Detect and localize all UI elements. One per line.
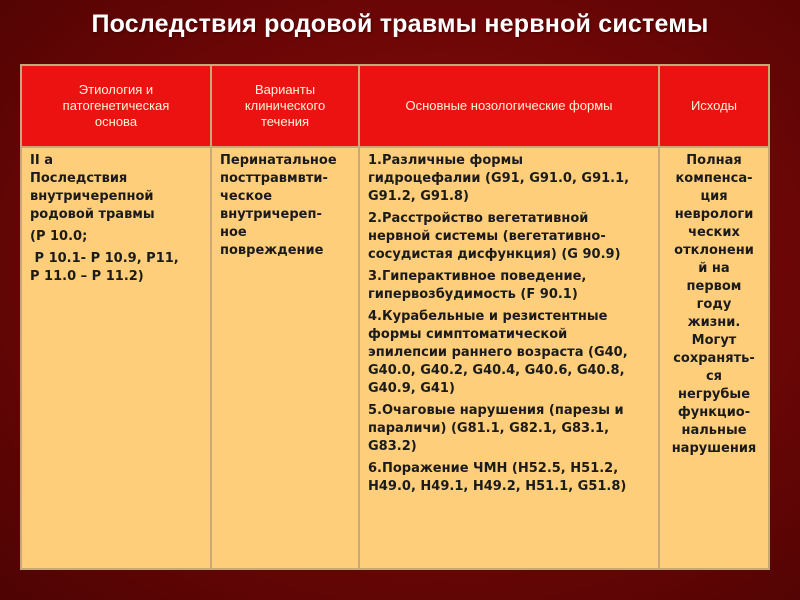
header-outcomes <box>659 65 769 147</box>
cell-line: II а <box>30 153 53 168</box>
header-line: Варианты <box>254 82 316 97</box>
cell-clinical-variant <box>211 147 359 569</box>
header-line: Основные нозологические формы <box>405 98 613 113</box>
cell-nosological-forms <box>359 147 659 569</box>
cell-line: 3.Гиперактивное поведение, <box>368 269 587 284</box>
cell-line: 4.Курабельные и резистентные <box>368 309 608 324</box>
cell-line: неврологи <box>674 207 754 222</box>
cell-line: гидроцефалии (G91, G91.0, G91.1, <box>368 171 630 186</box>
header-line: течения <box>260 114 310 129</box>
cell-line: Р 11.0 – Р 11.2) <box>30 269 144 284</box>
cell-line: внутричерепной <box>30 189 154 204</box>
cell-line: внутричереп- <box>220 207 322 222</box>
cell-line: первом <box>686 279 742 294</box>
cell-line: G40.0, G40.2, G40.4, G40.6, G40.8, <box>368 363 625 378</box>
cell-line: Перинатальное <box>220 153 337 168</box>
cell-line: компенса- <box>675 171 753 186</box>
header-line: основа <box>94 114 138 129</box>
cell-line: функцио- <box>677 405 751 420</box>
cell-line: й на <box>698 261 730 276</box>
table-header-row <box>21 65 769 147</box>
cell-line: нервной системы (вегетативно- <box>368 229 606 244</box>
cell-line: 1.Различные формы <box>368 153 523 168</box>
slide-title: Последствия родовой травмы нервной системы <box>91 10 709 38</box>
cell-line: ное <box>220 225 247 240</box>
cell-line: году <box>696 297 732 312</box>
cell-line: Полная <box>686 153 742 168</box>
header-line: патогенетическая <box>62 98 170 113</box>
cell-line: Н49.0, Н49.1, Н49.2, Н51.1, G51.8) <box>368 479 627 494</box>
cell-line: нарушения <box>671 441 757 456</box>
cell-line: G91.2, G91.8) <box>368 189 469 204</box>
cell-line: сосудистая дисфункция) (G 90.9) <box>368 247 621 262</box>
cell-line: жизни. <box>687 315 741 330</box>
cell-etiology <box>21 147 211 569</box>
cell-line: G83.2) <box>368 439 417 454</box>
cell-line: 5.Очаговые нарушения (парезы и <box>368 403 624 418</box>
cell-line: ческое <box>220 189 273 204</box>
data-table <box>20 64 770 570</box>
cell-line: (Р 10.0; <box>30 229 88 244</box>
cell-line: G40.9, G41) <box>368 381 455 396</box>
cell-line: формы симптоматической <box>368 327 568 342</box>
cell-line: повреждение <box>220 243 324 258</box>
header-line: клинического <box>244 98 326 113</box>
cell-line: эпилепсии раннего возраста (G40, <box>368 345 628 360</box>
cell-line: ся <box>705 369 723 384</box>
cell-line: сохранять- <box>673 351 755 366</box>
table-container <box>20 64 768 570</box>
header-etiology <box>21 65 211 147</box>
header-line: Этиология и <box>78 82 154 97</box>
cell-line: 2.Расстройство вегетативной <box>368 211 589 226</box>
table-row <box>21 147 769 569</box>
cell-line: гипервозбудимость (F 90.1) <box>368 287 578 302</box>
cell-line: нальные <box>681 423 747 438</box>
cell-line: Могут <box>691 333 737 348</box>
cell-line: посттравмвти- <box>220 171 328 186</box>
cell-line: ческих <box>688 225 740 240</box>
cell-line: Р 10.1- Р 10.9, Р11, <box>30 251 179 266</box>
header-nosological-forms <box>359 65 659 147</box>
cell-line: ция <box>700 189 728 204</box>
cell-outcomes <box>659 147 769 569</box>
cell-line: родовой травмы <box>30 207 155 222</box>
cell-line: 6.Поражение ЧМН (Н52.5, Н51.2, <box>368 461 619 476</box>
cell-line: параличи) (G81.1, G82.1, G83.1, <box>368 421 610 436</box>
cell-line: Последствия <box>30 171 128 186</box>
header-clinical-variants <box>211 65 359 147</box>
cell-line: отклонени <box>674 243 754 258</box>
header-line: Исходы <box>690 98 738 113</box>
cell-line: негрубые <box>677 387 751 402</box>
